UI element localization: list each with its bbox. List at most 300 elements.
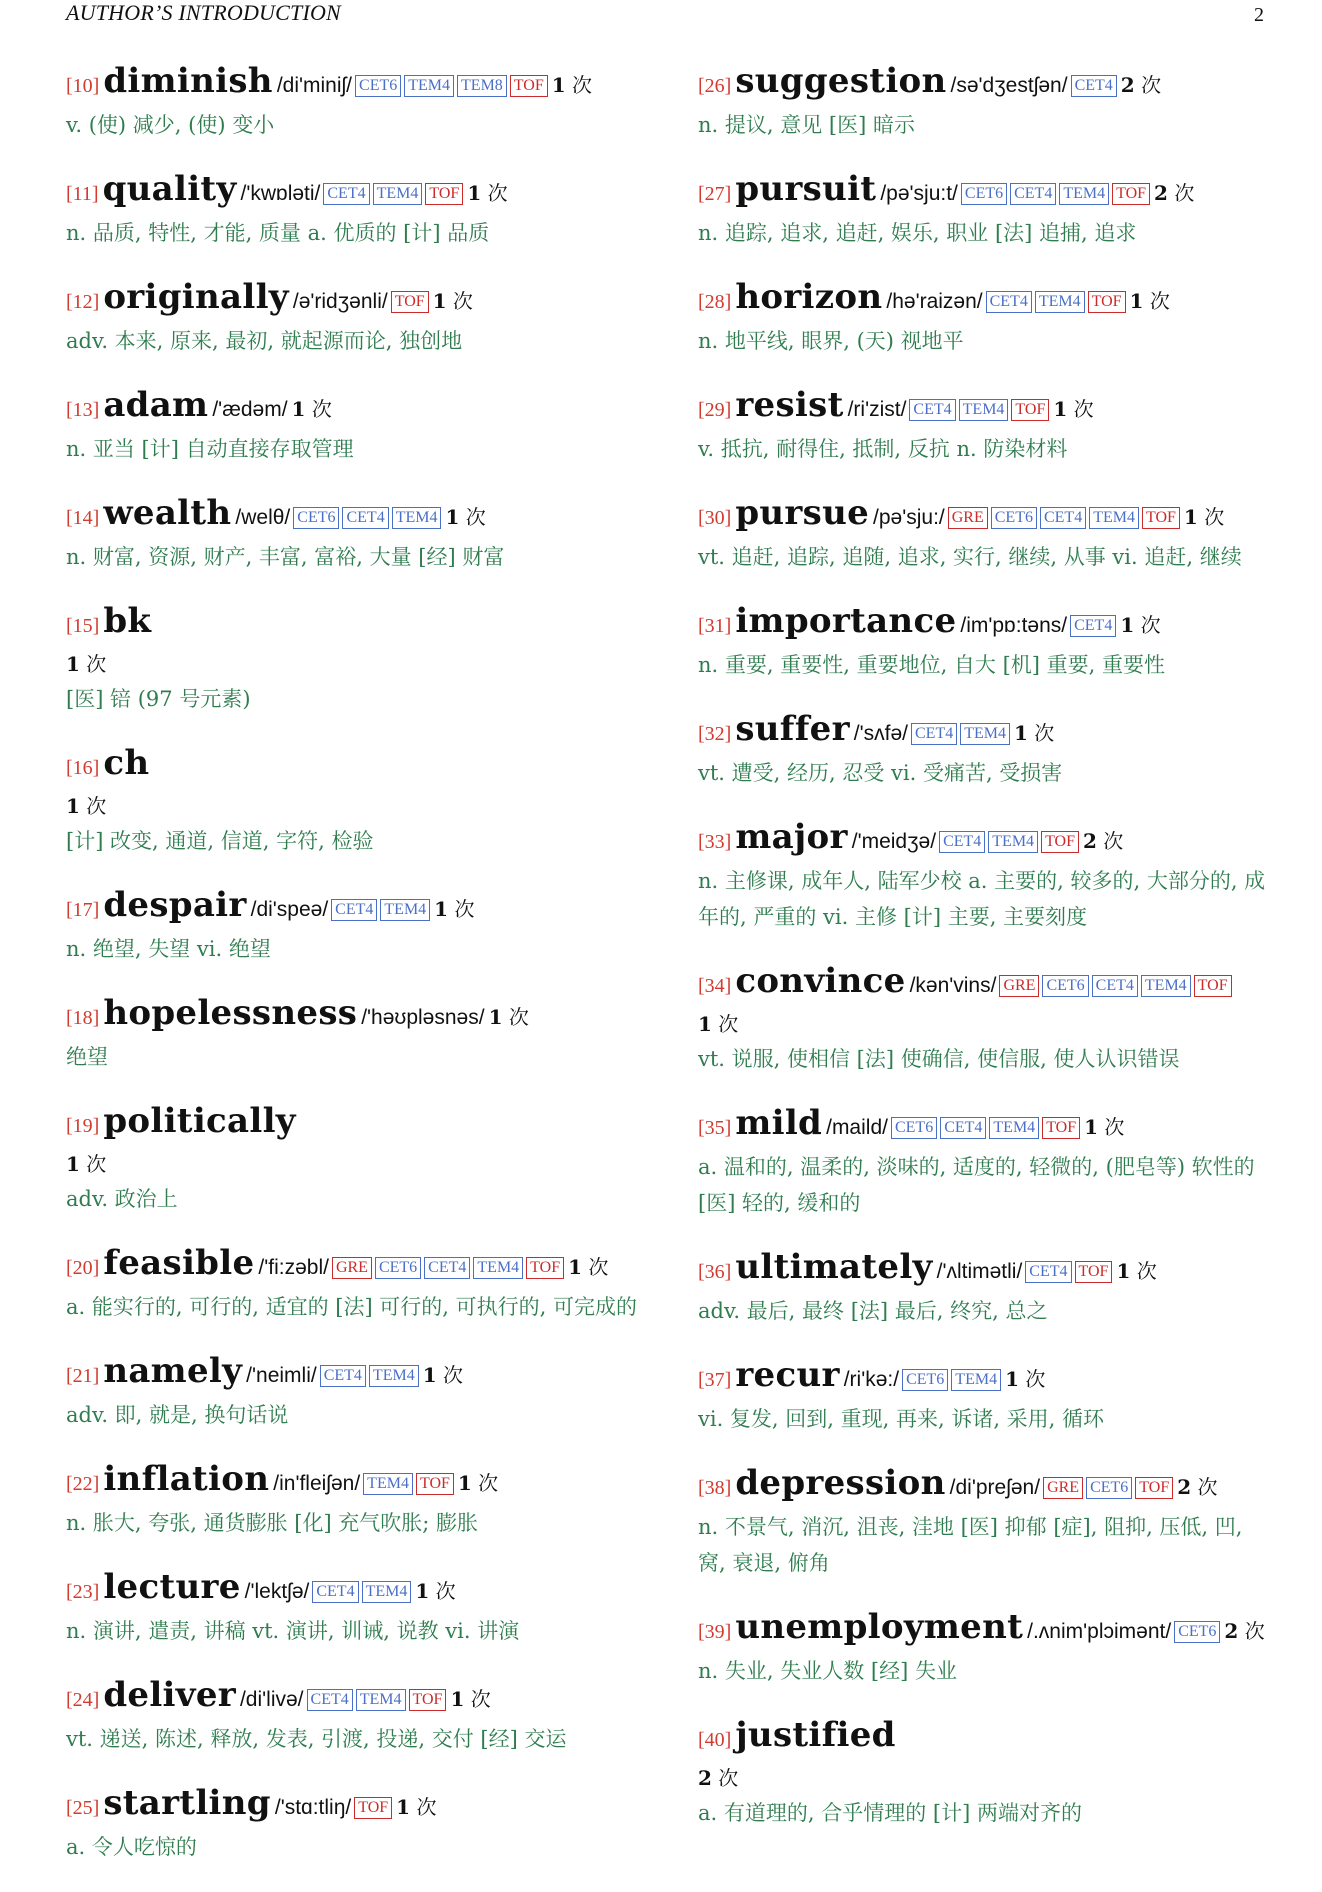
headword: deliver xyxy=(103,1675,236,1715)
count-number: 1 xyxy=(445,505,460,529)
count-number: 1 xyxy=(432,289,447,313)
exam-tag: TOF xyxy=(526,1257,564,1279)
occurrence-count xyxy=(1084,1115,1124,1139)
exam-tag: CET4 xyxy=(1092,975,1138,997)
vocab-entry xyxy=(698,1248,1270,1329)
entry-index: [13] xyxy=(66,399,100,421)
count-number: 1 xyxy=(422,1363,437,1387)
exam-tag: TEM4 xyxy=(988,831,1038,853)
occurrence-count xyxy=(552,73,592,97)
exam-tag: CET4 xyxy=(424,1257,470,1279)
vocab-entry xyxy=(66,1568,646,1649)
exam-tag: CET6 xyxy=(375,1257,421,1279)
definition: a. 有道理的, 合乎情理的 [计] 两端对齐的 xyxy=(698,1801,1082,1825)
headword: recur xyxy=(735,1355,840,1395)
exam-tag: TEM4 xyxy=(473,1257,523,1279)
count-suffix: 次 xyxy=(572,73,593,97)
headword: pursuit xyxy=(735,169,877,209)
vocab-entry xyxy=(698,962,1270,1077)
entry-headline xyxy=(66,170,646,215)
occurrence-count xyxy=(1121,73,1161,97)
entry-index: [27] xyxy=(698,183,732,205)
count-number: 1 xyxy=(1053,397,1068,421)
vocab-entry xyxy=(698,1716,1270,1831)
exam-tag: TEM4 xyxy=(951,1369,1001,1391)
pronunciation: /pə'sju:t/ xyxy=(880,182,958,205)
pronunciation: /di'miniʃ/ xyxy=(276,74,353,97)
headword: convince xyxy=(735,961,906,1001)
entry-index: [28] xyxy=(698,291,732,313)
definition: [医] 锫 (97 号元素) xyxy=(66,687,251,711)
count-number: 2 xyxy=(698,1766,712,1790)
pronunciation: /hə'raizən/ xyxy=(886,290,983,313)
occurrence-count xyxy=(1005,1367,1045,1391)
entry-headline xyxy=(66,1460,646,1505)
count-number: 1 xyxy=(66,1152,80,1176)
exam-tag: CET4 xyxy=(986,291,1032,313)
definition: n. 品质, 特性, 才能, 质量 a. 优质的 [计] 品质 xyxy=(66,221,490,245)
headword: ch xyxy=(103,743,150,783)
headword: hopelessness xyxy=(103,993,358,1033)
definition: n. 绝望, 失望 vi. 绝望 xyxy=(66,937,271,961)
headword: namely xyxy=(103,1351,243,1391)
exam-tag: TOF xyxy=(1135,1477,1173,1499)
headword: wealth xyxy=(103,493,232,533)
definition: v. 抵抗, 耐得住, 抵制, 反抗 n. 防染材料 xyxy=(698,437,1068,461)
vocab-entry xyxy=(698,710,1270,791)
count-number: 1 xyxy=(488,1005,503,1029)
occurrence-count xyxy=(1177,1475,1217,1499)
vocab-entry xyxy=(66,278,646,359)
exam-tag: TOF xyxy=(510,75,548,97)
exam-tag: CET4 xyxy=(1040,507,1086,529)
pronunciation: /'ædəm/ xyxy=(212,398,288,421)
exam-tag: TOF xyxy=(416,1473,454,1495)
entry-headline xyxy=(698,62,1270,107)
pronunciation: /kən'vins/ xyxy=(909,974,997,997)
entry-headline xyxy=(698,1716,1270,1761)
entry-headline xyxy=(66,278,646,323)
exam-tag: TEM4 xyxy=(1035,291,1085,313)
exam-tag: TEM4 xyxy=(363,1473,413,1495)
entry-index: [16] xyxy=(66,757,100,779)
occurrence-count xyxy=(450,1687,490,1711)
headword: adam xyxy=(103,385,209,425)
exam-tag: CET4 xyxy=(940,1117,986,1139)
entry-index: [10] xyxy=(66,75,100,97)
exam-tag: TOF xyxy=(1042,1117,1080,1139)
entry-index: [30] xyxy=(698,507,732,529)
left-column xyxy=(66,62,646,1892)
vocab-entry xyxy=(698,62,1270,143)
count-number: 1 xyxy=(1005,1367,1019,1391)
exam-tag: CET4 xyxy=(307,1689,353,1711)
exam-tag: CET4 xyxy=(312,1581,358,1603)
exam-tag: CET6 xyxy=(293,507,339,529)
pronunciation: /'neimli/ xyxy=(246,1364,317,1387)
occurrence-count xyxy=(423,1363,463,1387)
headword: mild xyxy=(735,1103,823,1143)
occurrence-count xyxy=(1130,289,1170,313)
occurrence-count xyxy=(66,647,646,681)
pronunciation: /'meidʒə/ xyxy=(851,830,937,853)
entry-headline xyxy=(698,602,1270,647)
entry-headline xyxy=(698,710,1270,755)
exam-tag: TOF xyxy=(1112,183,1150,205)
count-suffix: 次 xyxy=(1025,1367,1046,1391)
count-number: 1 xyxy=(66,652,80,676)
entry-headline xyxy=(66,994,646,1039)
exam-tag: TEM4 xyxy=(356,1689,406,1711)
count-suffix: 次 xyxy=(1136,1259,1157,1283)
definition: vt. 递送, 陈述, 释放, 发表, 引渡, 投递, 交付 [经] 交运 xyxy=(66,1727,567,1751)
occurrence-count xyxy=(568,1255,608,1279)
exam-tag: CET6 xyxy=(991,507,1037,529)
entry-index: [36] xyxy=(698,1261,732,1283)
vocab-entry xyxy=(66,1676,646,1757)
exam-tag: CET6 xyxy=(1086,1477,1132,1499)
headword: ultimately xyxy=(735,1247,933,1287)
headword: bk xyxy=(103,601,152,641)
count-suffix: 次 xyxy=(718,1766,739,1790)
count-number: 1 xyxy=(1084,1115,1099,1139)
pronunciation: /di'speə/ xyxy=(250,898,329,921)
pronunciation: /'sʌfə/ xyxy=(853,722,908,745)
exam-tag: CET4 xyxy=(1071,75,1117,97)
count-number: 1 xyxy=(467,181,482,205)
definition: adv. 政治上 xyxy=(66,1187,178,1211)
count-suffix: 次 xyxy=(452,289,473,313)
count-suffix: 次 xyxy=(1140,613,1161,637)
vocab-entry xyxy=(66,744,646,859)
count-suffix: 次 xyxy=(1197,1475,1218,1499)
entry-index: [39] xyxy=(698,1621,732,1643)
entry-headline xyxy=(66,1676,646,1721)
definition: n. 亚当 [计] 自动直接存取管理 xyxy=(66,437,354,461)
vocab-entry xyxy=(698,170,1270,251)
exam-tag: TEM4 xyxy=(960,723,1010,745)
count-number: 2 xyxy=(1177,1475,1192,1499)
exam-tag: GRE xyxy=(332,1257,372,1279)
definition: n. 重要, 重要性, 重要地位, 自大 [机] 重要, 重要性 xyxy=(698,653,1166,677)
exam-tag: TOF xyxy=(1075,1261,1113,1283)
headword: suggestion xyxy=(735,61,947,101)
occurrence-count xyxy=(698,1761,1270,1795)
count-suffix: 次 xyxy=(454,897,475,921)
exam-tag: TOF xyxy=(425,183,463,205)
count-suffix: 次 xyxy=(1204,505,1225,529)
count-number: 1 xyxy=(1116,1259,1131,1283)
headword: depression xyxy=(735,1463,946,1503)
exam-tag: CET6 xyxy=(961,183,1007,205)
pronunciation: /im'pɒ:təns/ xyxy=(960,614,1068,637)
count-suffix: 次 xyxy=(478,1471,499,1495)
vocab-entry xyxy=(698,278,1270,359)
pronunciation: /in'fleiʃən/ xyxy=(273,1472,361,1495)
occurrence-count xyxy=(66,1147,646,1181)
entry-headline xyxy=(66,1102,646,1147)
count-suffix: 次 xyxy=(1034,721,1055,745)
vocab-entry xyxy=(698,1104,1270,1221)
exam-tag: CET4 xyxy=(342,507,388,529)
occurrence-count xyxy=(1224,1619,1264,1643)
count-number: 1 xyxy=(457,1471,472,1495)
entry-index: [31] xyxy=(698,615,732,637)
exam-tag: TEM4 xyxy=(1089,507,1139,529)
headword: pursue xyxy=(735,493,870,533)
count-suffix: 次 xyxy=(1073,397,1094,421)
exam-tag: TEM4 xyxy=(1141,975,1191,997)
headword: despair xyxy=(103,885,247,925)
count-number: 1 xyxy=(698,1012,712,1036)
pronunciation: /welθ/ xyxy=(235,506,291,529)
occurrence-count xyxy=(1083,829,1123,853)
entry-index: [23] xyxy=(66,1581,100,1603)
definition: [计] 改变, 通道, 信道, 字符, 检验 xyxy=(66,829,374,853)
exam-tag: GRE xyxy=(999,975,1039,997)
vocab-entry xyxy=(66,494,646,575)
vocab-entry xyxy=(66,1460,646,1541)
definition: vt. 说服, 使相信 [法] 使确信, 使信服, 使人认识错误 xyxy=(698,1047,1180,1071)
count-number: 1 xyxy=(396,1795,411,1819)
exam-tag: TOF xyxy=(409,1689,447,1711)
definition: adv. 即, 就是, 换句话说 xyxy=(66,1403,289,1427)
count-number: 1 xyxy=(415,1579,430,1603)
exam-tag: GRE xyxy=(1043,1477,1083,1499)
headword: resist xyxy=(735,385,844,425)
definition: n. 提议, 意见 [医] 暗示 xyxy=(698,113,915,137)
pronunciation: /ə'ridʒənli/ xyxy=(292,290,388,313)
headword: quality xyxy=(102,169,237,209)
count-number: 1 xyxy=(1014,721,1028,745)
exam-tag: TOF xyxy=(1088,291,1126,313)
exam-tag: CET4 xyxy=(911,723,957,745)
occurrence-count xyxy=(396,1795,436,1819)
exam-tag: TOF xyxy=(354,1797,392,1819)
entry-index: [35] xyxy=(698,1117,732,1139)
headword: lecture xyxy=(103,1567,241,1607)
headword: feasible xyxy=(103,1243,255,1283)
entry-index: [40] xyxy=(698,1729,732,1751)
headword: startling xyxy=(103,1783,271,1823)
count-suffix: 次 xyxy=(1174,181,1195,205)
vocab-entry xyxy=(66,1102,646,1217)
count-number: 1 xyxy=(1120,613,1135,637)
exam-tag: TOF xyxy=(1142,507,1180,529)
exam-tag: TOF xyxy=(1194,975,1232,997)
pronunciation: /'fi:zəbl/ xyxy=(258,1256,329,1279)
headword: diminish xyxy=(103,61,273,101)
headword: politically xyxy=(103,1101,296,1141)
entry-index: [14] xyxy=(66,507,100,529)
entry-index: [24] xyxy=(66,1689,100,1711)
headword: originally xyxy=(103,277,289,317)
exam-tag: CET4 xyxy=(320,1365,366,1387)
count-number: 1 xyxy=(291,397,306,421)
pronunciation: /'kwɒləti/ xyxy=(240,182,321,205)
count-suffix: 次 xyxy=(588,1255,609,1279)
entry-headline xyxy=(698,1248,1270,1293)
count-suffix: 次 xyxy=(508,1005,529,1029)
exam-tag: TEM4 xyxy=(373,183,423,205)
entry-index: [26] xyxy=(698,75,732,97)
vocab-entry xyxy=(698,386,1270,467)
entry-headline xyxy=(698,962,1270,1007)
occurrence-count xyxy=(433,289,473,313)
definition: n. 追踪, 追求, 追赶, 娱乐, 职业 [法] 追捕, 追求 xyxy=(698,221,1137,245)
occurrence-count xyxy=(292,397,332,421)
count-suffix: 次 xyxy=(1104,1115,1125,1139)
exam-tag: CET4 xyxy=(909,399,955,421)
vocab-entry xyxy=(66,602,646,717)
definition: n. 财富, 资源, 财产, 丰富, 富裕, 大量 [经] 财富 xyxy=(66,545,505,569)
definition: n. 主修课, 成年人, 陆军少校 a. 主要的, 较多的, 大部分的, 成年的, 严重的 vi. 主修 [计] 主要, 主要刻度 xyxy=(698,869,1266,929)
count-suffix: 次 xyxy=(470,1687,491,1711)
definition: n. 胀大, 夸张, 通货膨胀 [化] 充气吹胀; 膨胀 xyxy=(66,1511,479,1535)
exam-tag: CET4 xyxy=(331,899,377,921)
entry-index: [33] xyxy=(698,831,732,853)
definition: a. 能实行的, 可行的, 适宜的 [法] 可行的, 可执行的, 可完成的 xyxy=(66,1295,638,1319)
entry-headline xyxy=(66,886,646,931)
right-column xyxy=(698,62,1270,1858)
vocab-entry xyxy=(66,386,646,467)
exam-tag: CET4 xyxy=(1070,615,1116,637)
exam-tag: TEM4 xyxy=(362,1581,412,1603)
entry-index: [12] xyxy=(66,291,100,313)
vocab-entry xyxy=(698,602,1270,683)
count-suffix: 次 xyxy=(1141,73,1162,97)
count-number: 2 xyxy=(1154,181,1168,205)
exam-tag: TEM4 xyxy=(392,507,442,529)
exam-tag: CET4 xyxy=(323,183,369,205)
vocab-entry xyxy=(698,1608,1270,1689)
count-number: 1 xyxy=(434,897,449,921)
entry-headline xyxy=(66,62,646,107)
pronunciation: /pə'sju:/ xyxy=(873,506,945,529)
count-number: 1 xyxy=(551,73,566,97)
entry-headline xyxy=(66,1352,646,1397)
entry-index: [17] xyxy=(66,899,100,921)
headword: justified xyxy=(735,1715,896,1755)
entry-headline xyxy=(698,386,1270,431)
exam-tag: TOF xyxy=(391,291,429,313)
entry-index: [20] xyxy=(66,1257,100,1279)
exam-tag: TOF xyxy=(1011,399,1049,421)
entry-headline xyxy=(66,602,646,647)
headword: horizon xyxy=(735,277,883,317)
entry-headline xyxy=(66,494,646,539)
pronunciation: /.ʌnim'plɔimənt/ xyxy=(1027,1620,1172,1643)
occurrence-count xyxy=(445,505,485,529)
page-number: 2 xyxy=(1254,4,1264,26)
vocab-entry xyxy=(698,1356,1270,1437)
pronunciation: /'həʊpləsnəs/ xyxy=(361,1006,485,1029)
count-number: 1 xyxy=(1183,505,1198,529)
entry-headline xyxy=(698,278,1270,323)
definition: n. 演讲, 遣责, 讲稿 vt. 演讲, 训诫, 说教 vi. 讲演 xyxy=(66,1619,520,1643)
entry-headline xyxy=(66,1784,646,1829)
vocab-entry xyxy=(66,170,646,251)
exam-tag: TEM8 xyxy=(457,75,507,97)
exam-tag: CET6 xyxy=(355,75,401,97)
definition: 绝望 xyxy=(66,1045,108,1069)
entry-headline xyxy=(66,1568,646,1613)
vocab-entry xyxy=(66,1784,646,1865)
count-suffix: 次 xyxy=(1149,289,1170,313)
occurrence-count xyxy=(1120,613,1160,637)
vocab-entry xyxy=(698,494,1270,575)
entry-index: [19] xyxy=(66,1115,100,1137)
occurrence-count xyxy=(489,1005,529,1029)
entry-index: [21] xyxy=(66,1365,100,1387)
definition: vi. 复发, 回到, 重现, 再来, 诉诸, 采用, 循环 xyxy=(698,1407,1105,1431)
occurrence-count xyxy=(1154,181,1194,205)
vocab-entry xyxy=(698,1464,1270,1581)
exam-tag: TEM4 xyxy=(1059,183,1109,205)
entry-headline xyxy=(66,386,646,431)
occurrence-count xyxy=(1053,397,1093,421)
headword: inflation xyxy=(103,1459,270,1499)
occurrence-count xyxy=(415,1579,455,1603)
count-suffix: 次 xyxy=(86,652,107,676)
exam-tag: CET6 xyxy=(891,1117,937,1139)
entry-headline xyxy=(66,1244,646,1289)
entry-headline xyxy=(66,744,646,789)
count-suffix: 次 xyxy=(465,505,486,529)
exam-tag: CET4 xyxy=(939,831,985,853)
exam-tag: CET4 xyxy=(1010,183,1056,205)
occurrence-count xyxy=(434,897,474,921)
pronunciation: /'lektʃə/ xyxy=(244,1580,310,1603)
entry-index: [38] xyxy=(698,1477,732,1499)
definition: v. (使) 减少, (使) 变小 xyxy=(66,113,275,137)
entry-headline xyxy=(698,1464,1270,1509)
count-number: 1 xyxy=(450,1687,465,1711)
entry-index: [18] xyxy=(66,1007,100,1029)
definition: n. 不景气, 消沉, 沮丧, 洼地 [医] 抑郁 [症], 阻抑, 压低, 凹, 窝, 衰退, 俯角 xyxy=(698,1515,1243,1575)
vocab-entry xyxy=(698,818,1270,935)
count-suffix: 次 xyxy=(311,397,332,421)
exam-tag: TOF xyxy=(1041,831,1079,853)
exam-tag: TEM4 xyxy=(959,399,1009,421)
vocab-entry xyxy=(66,886,646,967)
entry-headline xyxy=(698,1104,1270,1149)
definition: adv. 本来, 原来, 最初, 就起源而论, 独创地 xyxy=(66,329,463,353)
pronunciation: /'ʌltimətli/ xyxy=(936,1260,1023,1283)
entry-index: [29] xyxy=(698,399,732,421)
exam-tag: CET6 xyxy=(1174,1621,1220,1643)
exam-tag: CET6 xyxy=(902,1369,948,1391)
occurrence-count xyxy=(458,1471,498,1495)
exam-tag: CET6 xyxy=(1042,975,1088,997)
entry-index: [22] xyxy=(66,1473,100,1495)
entry-headline xyxy=(698,1608,1270,1653)
entry-index: [15] xyxy=(66,615,100,637)
count-suffix: 次 xyxy=(1103,829,1124,853)
entry-index: [25] xyxy=(66,1797,100,1819)
count-suffix: 次 xyxy=(86,794,107,818)
occurrence-count xyxy=(1184,505,1224,529)
count-suffix: 次 xyxy=(86,1152,107,1176)
pronunciation: /di'livə/ xyxy=(239,1688,304,1711)
exam-tag: TEM4 xyxy=(404,75,454,97)
vocab-entry xyxy=(66,1352,646,1433)
exam-tag: TEM4 xyxy=(380,899,430,921)
count-number: 2 xyxy=(1224,1619,1239,1643)
vocab-entry xyxy=(66,1244,646,1325)
headword: importance xyxy=(735,601,957,641)
headword: major xyxy=(735,817,848,857)
